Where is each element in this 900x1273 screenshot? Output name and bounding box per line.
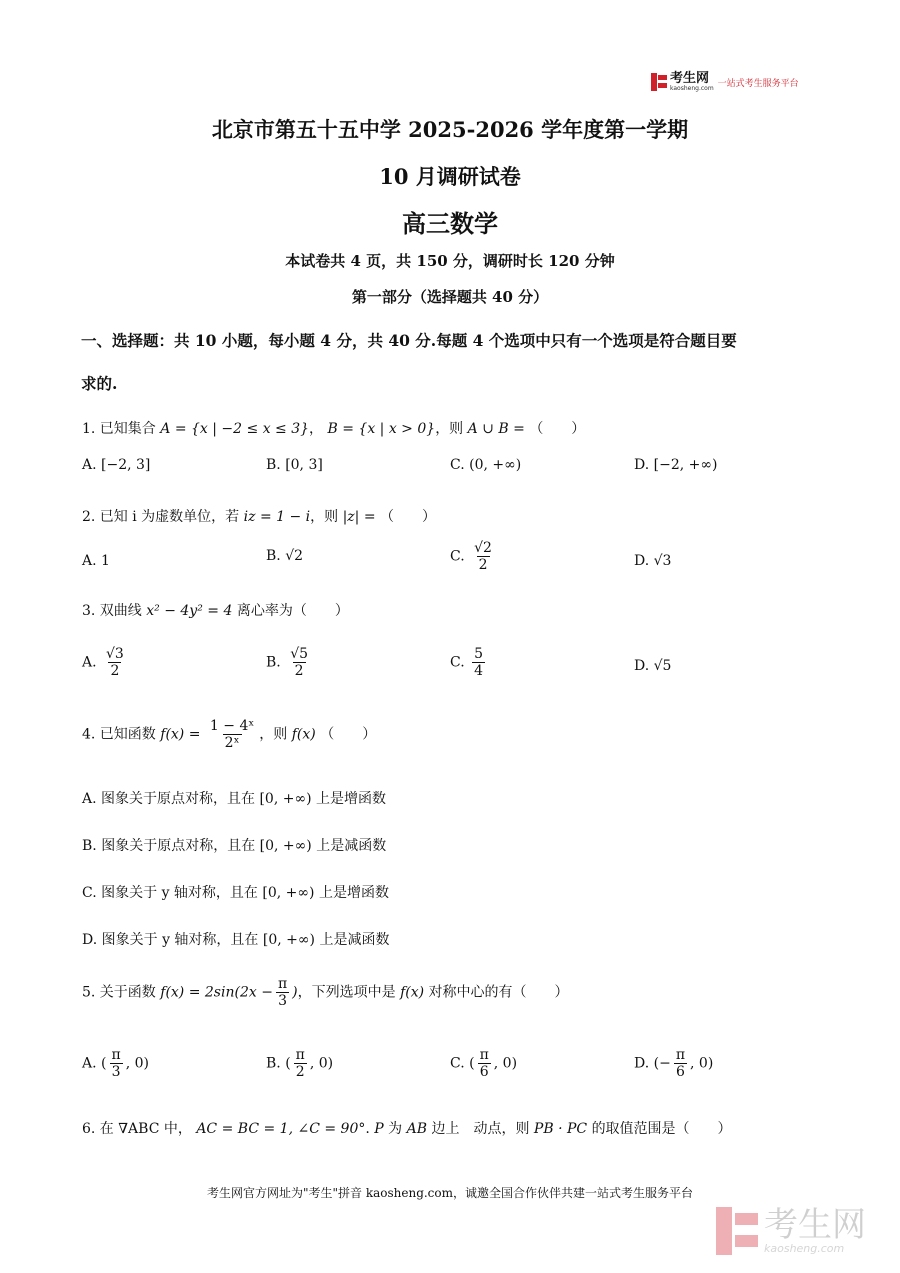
question-2-option-d[interactable]: D. √3 <box>634 553 672 569</box>
question-5-stem: 5. 关于函数 f(x) = 2sin(2x − $\frac{\pi}{3}$ )，下列选项中是 f(x) 对称中心的有（ ） <box>82 976 569 1009</box>
question-4-option-a[interactable]: A. 图象关于原点对称，且在 [0, +∞) 上是增函数 <box>82 791 387 807</box>
kaosheng-logo-icon <box>651 73 667 91</box>
question-1-option-a[interactable]: A. [−2, 3] <box>82 457 151 473</box>
question-3-option-d[interactable]: D. √5 <box>634 658 672 674</box>
kaosheng-logo[interactable] <box>651 72 799 92</box>
question-3-option-c[interactable]: C. $\frac{5}{4}$ <box>450 646 484 679</box>
part-heading: 第一部分（选择题共 40 分） <box>351 288 549 306</box>
question-4-stem: 4. 已知函数 f(x) = $\frac{\text{1 − 4ˣ}}{\text{2ˣ}}$ ，则 f(x) （ ） <box>82 718 377 751</box>
question-4-option-d[interactable]: D. 图象关于 y 轴对称，且在 [0, +∞) 上是减函数 <box>82 932 390 948</box>
question-1-option-c[interactable]: C. (0, +∞) <box>450 457 522 473</box>
question-3-option-a[interactable]: A. $\frac{√3}{2}$ <box>82 646 124 679</box>
question-5-option-d[interactable]: D. (− $\frac{\pi}{6}$ , 0) <box>634 1047 714 1080</box>
watermark-name: 考生网 <box>764 1204 866 1245</box>
question-2-option-a[interactable]: A. 1 <box>82 553 110 569</box>
question-5-option-b[interactable]: B. ( $\frac{\pi}{2}$ , 0) <box>266 1047 334 1080</box>
question-1-stem: 1. 已知集合 A = {x | −2 ≤ x ≤ 3}， B = {x | x > 0}，则 A ∪ B = （ ） <box>82 421 586 437</box>
question-6-stem: 6. 在 ∇ABC 中， AC = BC = 1, ∠C = 90°. P 为 AB 边上 动点，则 PB · PC 的取值范围是（ ） <box>82 1121 732 1137</box>
question-5-option-a[interactable]: A. ( $\frac{\pi}{3}$ , 0) <box>82 1047 149 1080</box>
question-2-stem: 2. 已知 i 为虚数单位，若 iz = 1 − i，则 |z| = （ ） <box>82 509 437 525</box>
exam-title: 10 月调研试卷 <box>379 164 521 189</box>
section-instructions-line2: 求的. <box>81 374 118 393</box>
question-2-option-b[interactable]: B. √2 <box>266 548 304 564</box>
subject-title: 高三数学 <box>402 209 498 238</box>
section-instructions-line1: 一、选择题：共 10 小题，每小题 4 分，共 40 分.每题 4 个选项中只有一个选项是符合题目要 <box>81 331 737 350</box>
logo-slogan: 一站式考生服务平台 <box>717 78 799 89</box>
kaosheng-watermark <box>716 1204 866 1255</box>
exam-info: 本试卷共 4 页，共 150 分，调研时长 120 分钟 <box>285 252 615 270</box>
question-4-option-b[interactable]: B. 图象关于原点对称，且在 [0, +∞) 上是减函数 <box>82 838 387 854</box>
watermark-logo-icon <box>716 1207 758 1255</box>
logo-domain: kaosheng.com <box>670 85 714 92</box>
page-footer: 考生网官方网址为"考生"拼音 kaosheng.com，诚邀全国合作伙伴共建一站式考生服务平台 <box>206 1186 694 1200</box>
logo-name: 考生网 <box>670 71 710 86</box>
question-5-option-c[interactable]: C. ( $\frac{\pi}{6}$ , 0) <box>450 1047 518 1080</box>
question-3-stem: 3. 双曲线 x² − 4y² = 4 离心率为（ ） <box>82 603 349 619</box>
watermark-domain: kaosheng.com <box>764 1241 845 1255</box>
question-1-option-d[interactable]: D. [−2, +∞) <box>634 457 718 473</box>
question-4-option-c[interactable]: C. 图象关于 y 轴对称，且在 [0, +∞) 上是增函数 <box>82 885 389 901</box>
question-2-option-c[interactable]: C. $\frac{√2}{2}$ <box>450 540 492 573</box>
school-title: 北京市第五十五中学 2025-2026 学年度第一学期 <box>211 117 689 142</box>
question-1-option-b[interactable]: B. [0, 3] <box>266 457 323 473</box>
question-3-option-b[interactable]: B. $\frac{√5}{2}$ <box>266 646 309 679</box>
